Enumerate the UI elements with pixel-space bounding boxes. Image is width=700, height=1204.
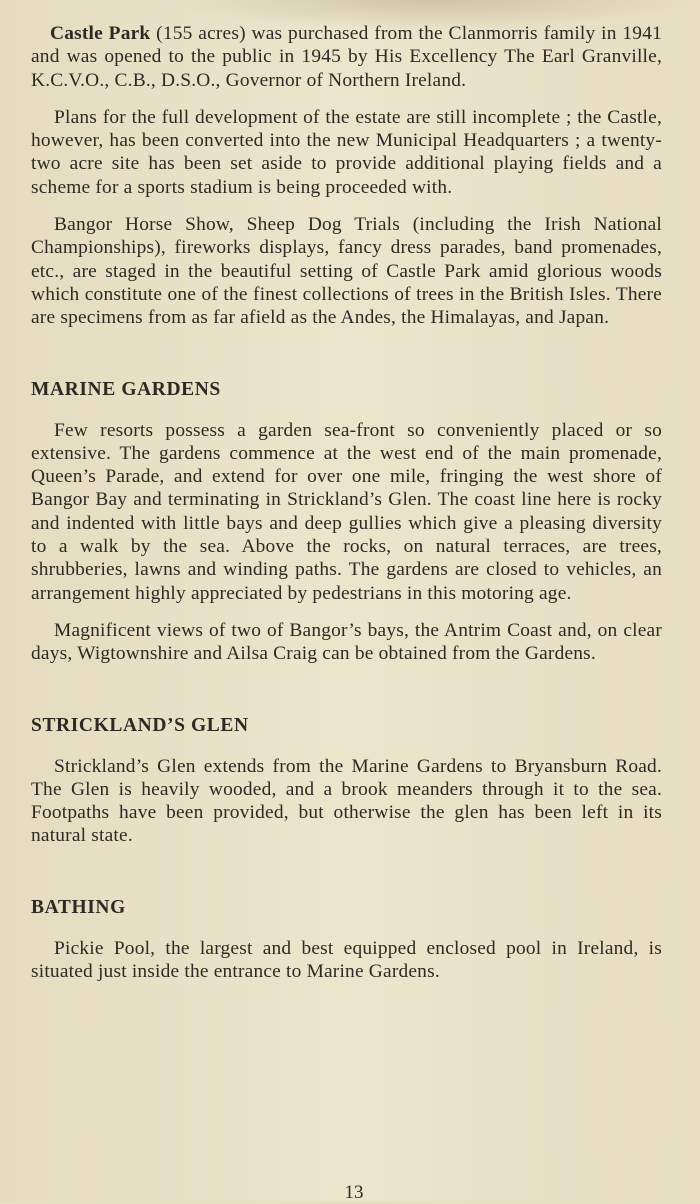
heading-spacer [31,402,662,419]
heading-spacer [31,738,662,755]
stricklands-glen-paragraph: Strickland’s Glen extends from the Marine Gardens to Bryansburn Road. The Glen is heavily wooded, and a brook meanders through it to the sea. Footpaths have been provided, but otherwise the glen has been left in its natural state. [31,755,662,847]
heading-spacer [31,920,662,937]
stricklands-glen-heading: STRICKLAND’S GLEN [31,714,249,736]
marine-gardens-paragraph-1: Few resorts possess a garden sea-front so conveniently placed or so extensive. The gardens commence at the west end of the main promenade, Queen’s Parade, and extend for over one mile, fringing the west shore of Bangor Bay and terminating in Strickland’s Glen. The coast line here is rocky and indented with little bays and deep gullies which give a pleasing diversity to a walk by the sea. Above the rocks, on natural terraces, are trees, shrubberies, lawns and winding paths. The gardens are closed to vehicles, an arrangement highly appreciated by pedestrians in this motoring age. [31,419,662,604]
page-number: 13 [344,1182,364,1203]
section-spacer [31,848,662,896]
section-spacer [31,330,662,378]
castle-park-lead: Castle Park [50,23,151,44]
castle-park-paragraph-1 [31,22,662,92]
marine-gardens-paragraph-2: Magnificent views of two of Bangor’s bays, the Antrim Coast and, on clear days, Wigtownshire and Ailsa Craig can be obtained from the Gardens. [31,619,662,665]
castle-park-paragraph-2: Plans for the full development of the estate are still incomplete ; the Castle, however, has been converted into the new Municipal Headquarters ; a twenty-two acre site has been set aside to provide additional playing fields and a scheme for a sports stadium is being proceeded with. [31,106,662,198]
bathing-heading: BATHING [31,896,126,918]
page-content [31,22,662,983]
castle-park-text: (155 acres) was purchased from the Clanmorris family in 1941 and was opened to the public in 1945 by His Excellency The Earl Granville, K.C.V.O., C.B., D.S.O., Governor of Northern Ireland. [31,23,662,91]
bathing-paragraph: Pickie Pool, the largest and best equipped enclosed pool in Ireland, is situated just inside the entrance to Marine Gardens. [31,937,662,983]
marine-gardens-heading: MARINE GARDENS [31,378,221,400]
castle-park-paragraph-3: Bangor Horse Show, Sheep Dog Trials (including the Irish National Championships), fireworks displays, fancy dress parades, band promenades, etc., are staged in the beautiful setting of Castle Park amid glorious woods which constitute one of the finest collections of trees in the British Isles. There are specimens from as far afield as the Andes, the Himalayas, and Japan. [31,214,662,329]
section-spacer [31,666,662,714]
